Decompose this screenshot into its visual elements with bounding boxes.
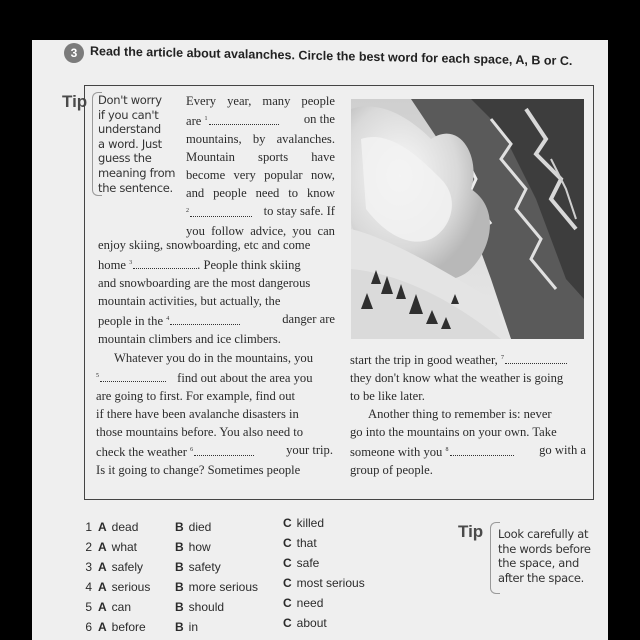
tip-left-line: Don't worry [98, 93, 162, 107]
tip-right-line: Look carefully at [498, 527, 589, 541]
article-line: $^2$ to stay safe. If [186, 204, 335, 219]
gap-4-blank[interactable] [170, 314, 240, 325]
answer-row: 3 A safely B safety C safe [85, 556, 320, 574]
exercise-instruction [64, 42, 604, 68]
answer-options [82, 518, 412, 638]
option-a[interactable]: A safely [98, 560, 144, 574]
option-b[interactable]: B more serious [175, 580, 259, 594]
option-c[interactable]: C about [283, 616, 327, 630]
article-line: Mountain sports have [186, 150, 335, 165]
tip-left-line: a word. Just [98, 136, 162, 151]
option-b[interactable]: B should [175, 600, 225, 614]
gap-3-blank[interactable] [133, 258, 197, 269]
option-a[interactable]: A before [98, 620, 146, 634]
tip-left-line: meaning from [98, 165, 176, 180]
answer-row: 2 A what B how C that [85, 536, 317, 554]
gap-number: 2 [186, 208, 189, 215]
article-line: home $^3$ . People think skiing [98, 258, 301, 273]
option-b[interactable]: B how [175, 540, 211, 554]
article-line: go into the mountains on your own. Take [350, 425, 557, 440]
article-col1-wide [98, 236, 335, 348]
article-para2 [96, 349, 333, 479]
article-line: $^5$ find out about the area you [96, 371, 313, 386]
gap-number: 1 [204, 116, 208, 122]
article-line: enjoy skiing, snowboarding, etc and come [98, 238, 311, 252]
option-c[interactable]: C most serious [283, 576, 365, 590]
article-line: you follow advice, you can [186, 224, 335, 239]
gap-number: 4 [166, 316, 170, 323]
article-col2 [350, 349, 586, 479]
gap-number: 7 [500, 355, 504, 361]
article-line: mountain climbers and ice climbers. [98, 332, 281, 347]
option-a[interactable]: A what [98, 540, 138, 554]
article-line: Every year, many people [186, 94, 335, 108]
article-line: someone with you $^8$ go with a [350, 443, 586, 460]
answer-row: 1 A dead B died C killed [85, 516, 325, 534]
article-line: and people need to know [186, 186, 335, 201]
article-line: check the weather $^6$ your trip. [96, 443, 333, 460]
avalanche-photo [351, 99, 584, 339]
tip-right-text [498, 527, 591, 585]
gap-1-blank[interactable] [209, 114, 279, 125]
option-b[interactable]: B safety [175, 560, 221, 574]
answer-row: 5 A can B should C need [85, 596, 324, 614]
article-line: mountain activities, but actually, the [98, 294, 281, 309]
gap-number: 5 [96, 373, 99, 379]
tip-right-label: Tip [458, 522, 484, 541]
article-line: people in the $^4$ danger are [98, 312, 335, 329]
article-col1-narrow [186, 92, 335, 240]
tip-right-line: the words before [498, 541, 591, 556]
answer-row: 4 A serious B more serious C most serious [85, 576, 365, 594]
article-line: Is it going to change? Sometimes people [96, 463, 301, 478]
answer-row: 6 A before B in C about [85, 616, 327, 634]
option-a[interactable]: A dead [98, 520, 139, 534]
article-line: start the trip in good weather, $^7$ [350, 349, 586, 369]
tip-right-line: after the space. [498, 570, 584, 585]
gap-7-blank[interactable] [505, 353, 567, 364]
gap-5-blank[interactable] [100, 371, 166, 382]
article-line: if there have been avalanche disasters in [96, 407, 299, 422]
tip-left-label: Tip [62, 92, 88, 111]
instruction-text: Read the article about avalanches. Circle the best word for each space, A, B or C. [90, 44, 573, 69]
article-line: group of people. [350, 463, 433, 478]
gap-8-blank[interactable] [450, 445, 514, 456]
article-line: are $^1$ on the [186, 112, 335, 129]
tip-left-line: understand [98, 122, 161, 137]
option-c[interactable]: C need [283, 596, 324, 610]
article-line: Another thing to remember is: never [368, 407, 552, 422]
article-line: and snowboarding are the most dangerous [98, 276, 311, 291]
option-b[interactable]: B died [175, 520, 212, 534]
gap-number: 8 [445, 447, 449, 454]
tip-left-line: if you can't [98, 107, 159, 122]
article-line: to be like later. [350, 389, 425, 404]
tip-right-line: the space, and [498, 556, 580, 571]
article-line: become very popular now, [186, 168, 335, 183]
article-line: they don't know what the weather is going [350, 371, 564, 386]
option-b[interactable]: B in [175, 620, 199, 634]
option-c[interactable]: C killed [283, 516, 325, 530]
exercise-number-badge: 3 [64, 43, 84, 63]
option-a[interactable]: A can [98, 600, 132, 614]
article-line: mountains, by avalanches. [186, 132, 335, 147]
article-line: Whatever you do in the mountains, you [114, 351, 314, 365]
tip-left-line: guess the [98, 151, 152, 166]
tip-left-line: the sentence. [98, 180, 173, 195]
option-a[interactable]: A serious [98, 580, 151, 594]
gap-number: 3 [129, 260, 133, 266]
article-line: those mountains before. You also need to [96, 425, 304, 440]
article-line: are going to first. For example, find out [96, 389, 296, 404]
textbook-page [32, 40, 608, 640]
gap-number: 6 [190, 447, 194, 454]
gap-2-blank[interactable] [190, 206, 252, 217]
gap-6-blank[interactable] [194, 445, 254, 456]
option-c[interactable]: C safe [283, 556, 320, 570]
option-c[interactable]: C that [283, 536, 317, 550]
